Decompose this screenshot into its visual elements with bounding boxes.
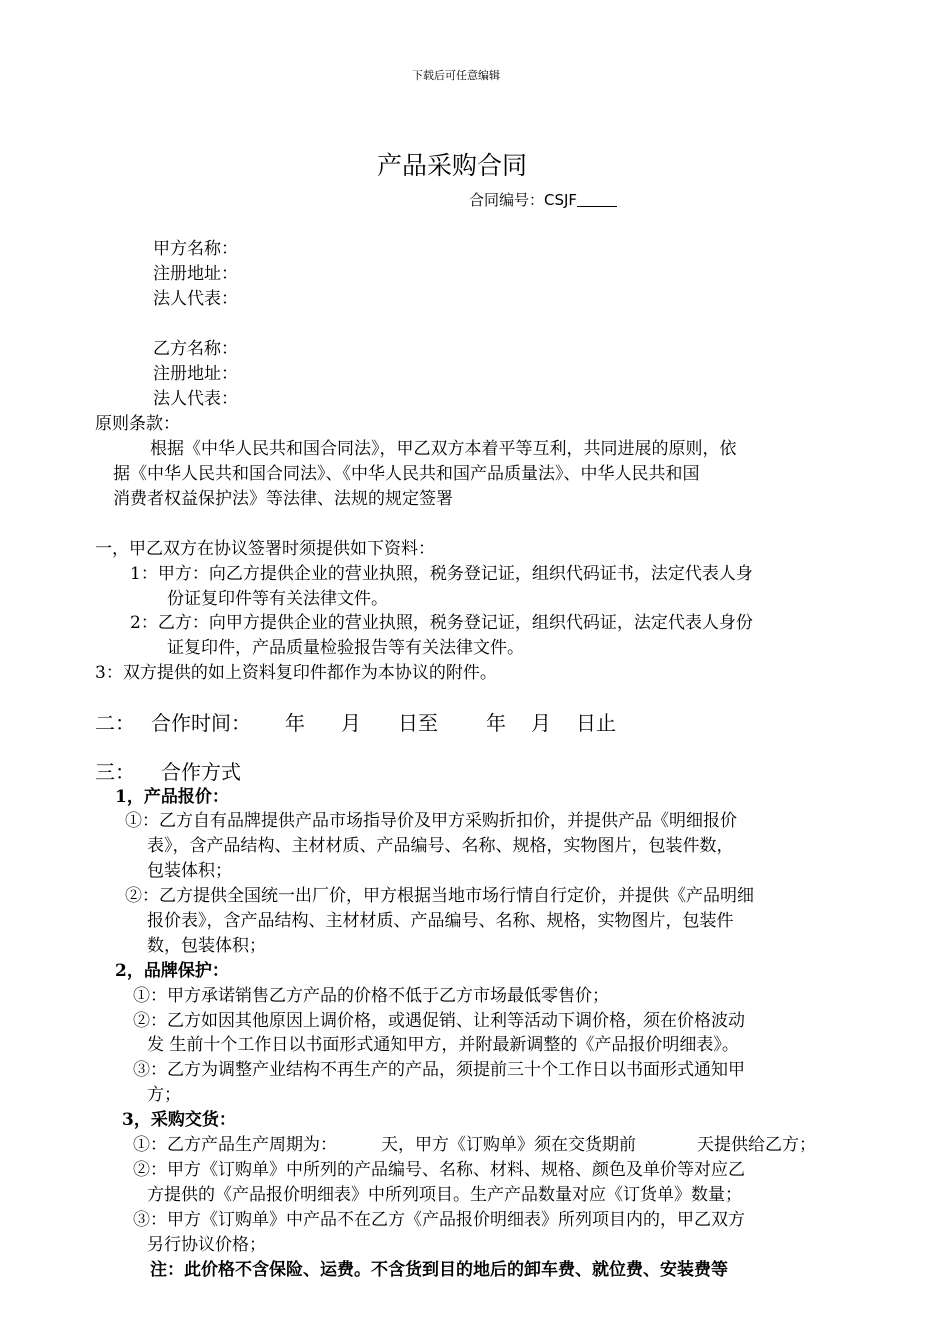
section1-item3: 3：双方提供的如上资料复印件都作为本协议的附件。 — [95, 663, 497, 683]
sub1-p2-line: 数，包装体积； — [147, 936, 266, 956]
section2-month2: 月 — [531, 711, 551, 735]
section1-heading: 一，甲乙双方在协议签署时须提供如下资料： — [95, 539, 435, 559]
sub2-p2-line: ②：乙方如因其他原因上调价格，或遇促销、让利等活动下调价格，须在价格波动 — [133, 1011, 745, 1031]
section1-item1-line: 1：甲方：向乙方提供企业的营业执照，税务登记证，组织代码证书，法定代表人身 — [130, 564, 753, 584]
section1-item1-line: 份证复印件等有关法律文件。 — [167, 589, 388, 609]
sub1-p1-line: 包装体积； — [147, 861, 232, 881]
sub2-p3-line: ③：乙方为调整产业结构不再生产的产品，须提前三十个工作日以书面形式通知甲 — [133, 1060, 745, 1080]
party-a-address: 注册地址： — [153, 264, 238, 284]
section2-year2: 年 — [486, 711, 506, 735]
party-b-name: 乙方名称： — [153, 339, 238, 359]
principles-line: 根据《中华人民共和国合同法》，甲乙双方本着平等互利，共同进展的原则，依 — [150, 439, 737, 459]
principles-line: 据《中华人民共和国合同法》、《中华人民共和国产品质量法》、中华人民共和国 — [113, 464, 700, 484]
section1-item2-line: 证复印件，产品质量检验报告等有关法律文件。 — [167, 638, 524, 658]
party-b-rep: 法人代表： — [153, 389, 238, 409]
contract-number — [469, 189, 617, 210]
sub2-p1: ①：甲方承诺销售乙方产品的价格不低于乙方市场最低零售价； — [133, 986, 609, 1006]
principles-line: 消费者权益保护法》等法律、法规的规定签署 — [113, 489, 453, 509]
sub3-heading: 3，采购交货： — [122, 1110, 236, 1130]
sub2-p3-line: 方； — [147, 1085, 181, 1105]
section2-title: 合作时间： — [151, 711, 251, 735]
contract-number-blank — [577, 192, 617, 207]
sub2-p2-line: 发 生前十个工作日以书面形式通知甲方，并附最新调整的《产品报价明细表》。 — [147, 1035, 739, 1055]
sub1-heading: 1，产品报价： — [115, 787, 229, 807]
party-a-rep: 法人代表： — [153, 289, 238, 309]
section2-year1: 年 — [285, 711, 305, 735]
sub3-p3-line: 另行协议价格； — [147, 1235, 266, 1255]
sub2-heading: 2，品牌保护： — [115, 961, 229, 981]
contract-number-label: 合同编号：CSJF — [469, 191, 578, 209]
party-a-name: 甲方名称： — [153, 239, 238, 259]
sub1-p2-line: ②：乙方提供全国统一出厂价，甲方根据当地市场行情自行定价，并提供《产品明细 — [125, 886, 754, 906]
section2-label: 二： — [95, 711, 135, 735]
section2-month1: 月 — [341, 711, 361, 735]
section2-day1: 日至 — [398, 711, 438, 735]
sub3-p2-line: ②：甲方《订购单》中所列的产品编号、名称、材料、规格、颜色及单价等对应乙 — [133, 1160, 745, 1180]
party-b-address: 注册地址： — [153, 364, 238, 384]
sub1-p2-line: 报价表》，含产品结构、主材材质、产品编号、名称、规格，实物图片，包装件 — [147, 911, 734, 931]
section2-day2: 日止 — [576, 711, 616, 735]
header-note: 下载后可任意编辑 — [412, 69, 500, 82]
sub3-p1-part: 天，甲方《订购单》须在交货期前 — [381, 1135, 636, 1155]
section3-label: 三： — [95, 760, 135, 784]
sub3-p1-part: 天提供给乙方； — [697, 1135, 816, 1155]
section3-title: 合作方式 — [161, 760, 241, 784]
sub3-note: 注：此价格不含保险、运费。不含货到目的地后的卸车费、就位费、安装费等 — [150, 1260, 728, 1280]
principles-heading: 原则条款： — [95, 414, 180, 434]
sub3-p1-part: ①：乙方产品生产周期为： — [133, 1135, 337, 1155]
section1-item2-line: 2：乙方：向甲方提供企业的营业执照，税务登记证，组织代码证，法定代表人身份 — [130, 613, 753, 633]
sub3-p3-line: ③：甲方《订购单》中产品不在乙方《产品报价明细表》所列项目内的，甲乙双方 — [133, 1210, 745, 1230]
document-title: 产品采购合同 — [377, 151, 528, 180]
sub1-p1-line: 表》，含产品结构、主材材质、产品编号、名称、规格，实物图片，包装件数， — [147, 836, 734, 856]
sub3-p2-line: 方提供的《产品报价明细表》中所列项目。生产产品数量对应《订货单》数量； — [147, 1185, 742, 1205]
sub1-p1-line: ①：乙方自有品牌提供产品市场指导价及甲方采购折扣价，并提供产品《明细报价 — [125, 811, 737, 831]
